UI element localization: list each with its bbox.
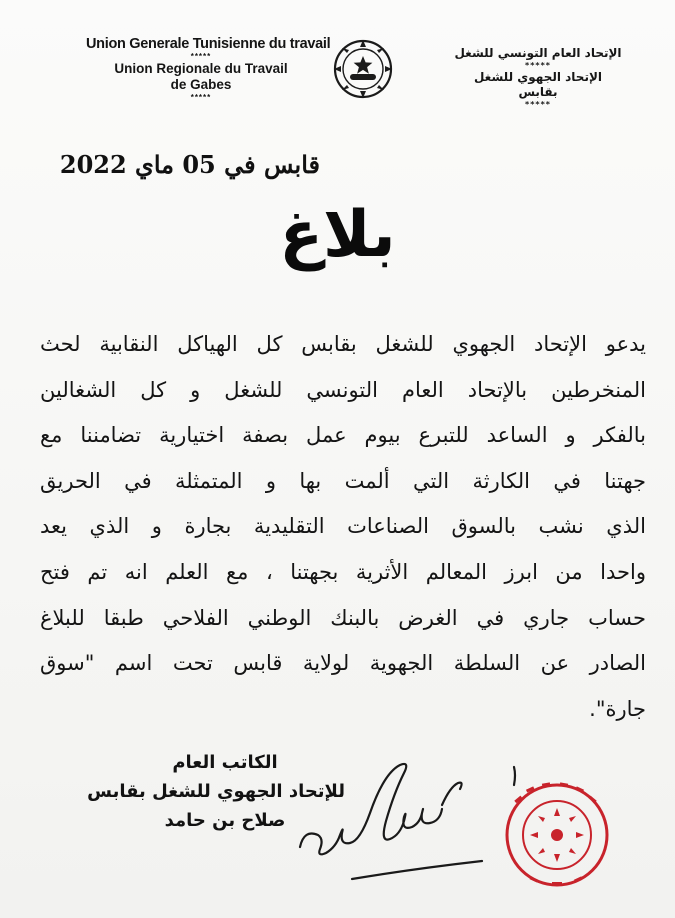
header-right-line1: الإتحاد العام التونسي للشغل (454, 46, 622, 60)
header-right-line2: الإتحاد الجهوي للشغل (473, 70, 603, 84)
body-line: بالفكر و الساعد للتبرع بيوم عمل بصفة اختيارية تضامننا مع (40, 423, 646, 448)
body-line: الصادر عن السلطة الجهوية لولاية قابس تحت اسم "سوق (40, 651, 646, 676)
document-title: بلاغ (279, 198, 396, 272)
header-left-line1: Union Generale Tunisienne du travail (86, 36, 331, 52)
header-right-arabic (453, 46, 623, 109)
signatory-name: صلاح بن حامد (164, 810, 286, 831)
handwritten-signature (292, 755, 532, 885)
header-left-stars1: ***** (190, 52, 212, 61)
document-body (40, 322, 646, 732)
header-left-line2: Union Regionale du Travail (114, 61, 288, 76)
official-stamp-icon (500, 778, 615, 893)
body-line: يدعو الإتحاد الجهوي للشغل بقابس كل الهياكل النقابية لحث (40, 332, 646, 356)
header-right-stars2: ***** (525, 100, 551, 109)
header-right-line3: بقابس (518, 85, 558, 99)
signatory-org: للإتحاد الجهوي للشغل بقابس (87, 781, 345, 802)
document-date: قابس في 05 ماي 2022 (59, 150, 320, 179)
ugtt-emblem-icon (328, 34, 398, 104)
header-left-french (86, 36, 331, 102)
header-right-stars1: ***** (525, 61, 551, 70)
body-line: جهتنا في الكارثة التي ألمت بها و المتمثلة في الحريق (40, 468, 646, 493)
body-line: الذي نشب بالسوق الصناعات التقليدية بجارة و الذي يعد (40, 514, 646, 539)
body-line: جارة". (589, 696, 646, 721)
header-left-line3: de Gabes (170, 77, 232, 92)
signatory-role: الكاتب العام (172, 752, 278, 773)
body-line: حساب جاري في الغرض بالبنك الوطني الفلاحي طبقا للبلاغ (40, 605, 646, 630)
body-line: المنخرطين بالإتحاد العام التونسي للشغل و كل الشغالين (40, 377, 646, 402)
body-line: واحدا من ابرز المعالم الأثرية بجهتنا ، مع العلم انه تم فتح (40, 559, 646, 584)
header-left-stars2: ***** (190, 93, 212, 102)
